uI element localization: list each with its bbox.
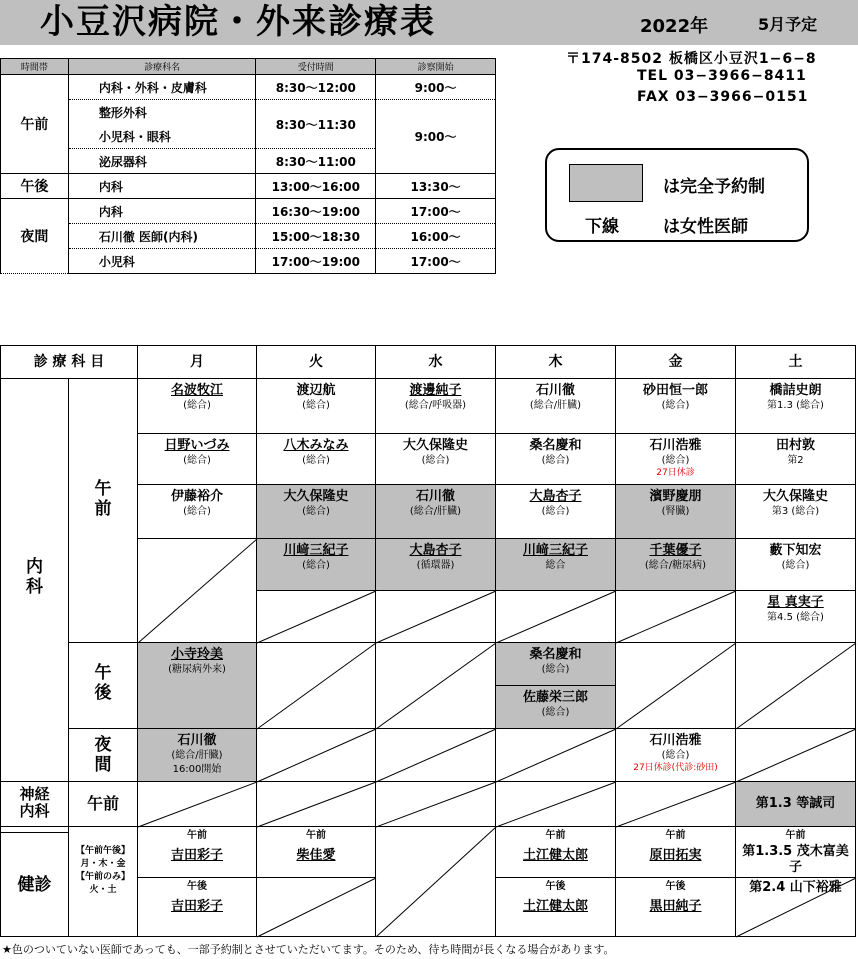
am-slot — [615, 433, 736, 485]
doctor-specialty: (総合/肝臓) — [529, 400, 582, 411]
hours-reception: 8:30〜11:30 — [256, 100, 376, 149]
doctor-specialty: (総合/糖尿病) — [644, 560, 707, 571]
night-slot — [375, 728, 496, 782]
doctor-absence-note: 27日休診 — [656, 468, 695, 478]
doctor-name: 千葉優子 — [649, 543, 702, 558]
checkup-time-label: 午前 — [545, 830, 566, 841]
empty-slot-slash — [496, 782, 616, 827]
am-slot — [137, 538, 257, 643]
hours-dept: 泌尿器科 — [68, 149, 256, 174]
postal-address: 〒174-8502 板橋区小豆沢1−6−8 — [566, 51, 817, 67]
neuro-slot — [735, 781, 856, 827]
doctor-name: 黒田純子 — [649, 899, 702, 914]
hours-start: 17:00〜 — [376, 199, 496, 224]
hours-dept: 内科・外科・皮膚科 — [68, 75, 256, 100]
empty-slot-slash — [376, 643, 496, 729]
doctor-name: 濱野慶朋 — [649, 489, 702, 504]
am-slot — [256, 538, 376, 591]
night-label-cell — [68, 728, 138, 782]
empty-slot-slash — [496, 729, 616, 782]
hours-reception: 8:30〜12:00 — [256, 75, 376, 100]
pm-slot — [375, 642, 496, 729]
neuro-slot — [137, 781, 257, 827]
doctor-name: 第1.3.5 茂木富美子 — [742, 844, 849, 875]
col-header-dept: 診療科名 — [68, 59, 256, 75]
am-slot — [615, 590, 736, 643]
empty-slot-slash — [376, 782, 496, 827]
empty-slot-slash — [616, 591, 736, 643]
checkup-note-line: 【午前のみ】 — [75, 872, 130, 882]
pm-slot — [495, 685, 616, 729]
empty-slot-slash — [376, 729, 496, 782]
checkup-pm-slot — [615, 877, 736, 937]
doctor-specialty: (総合) — [541, 506, 570, 517]
empty-slot-slash — [376, 591, 496, 643]
doctor-name: 石川浩雅 — [649, 733, 702, 748]
naika-label-cell — [0, 378, 69, 833]
doctor-specialty: 第4.5 (総合) — [767, 612, 824, 623]
am-slot — [495, 484, 616, 539]
day-header-0 — [137, 345, 257, 379]
doctor-name: 川﨑三紀子 — [283, 543, 349, 558]
empty-slot-slash — [138, 539, 257, 643]
legend-reserved-text: は完全予約制 — [663, 177, 765, 197]
empty-slot-slash — [616, 782, 736, 827]
doctor-name: 吉田彩子 — [170, 899, 223, 914]
reception-hours-table — [0, 58, 496, 274]
checkup-am-slot — [495, 826, 616, 878]
doctor-specialty: (総合) — [541, 664, 570, 675]
hours-pm: 午後 — [1, 174, 69, 199]
doctor-name: 石川徹 — [415, 489, 455, 504]
empty-slot-slash — [376, 827, 496, 937]
day-header-3 — [495, 345, 616, 379]
am-slot — [256, 484, 376, 539]
doctor-name: 桑名慶和 — [529, 647, 582, 662]
doctor-name: 柴佳愛 — [296, 848, 336, 863]
neuro-label-cell — [0, 781, 69, 827]
doctor-name: 土江健太郎 — [522, 848, 588, 863]
doctor-name: 渡辺航 — [296, 383, 336, 398]
checkup-time-label: 午後 — [545, 881, 566, 892]
checkup-note-cell — [68, 826, 138, 937]
checkup-am-slot — [137, 826, 257, 878]
legend-female-text: は女性医師 — [663, 217, 748, 237]
doctor-specialty: (腎臓) — [661, 506, 690, 517]
doctor-name: 佐藤栄三郎 — [522, 690, 588, 705]
am-slot — [495, 378, 616, 434]
col-header-timeslot: 時間帯 — [1, 59, 69, 75]
doctor-specialty: (総合) — [541, 707, 570, 718]
doctor-name: 橋詰史朗 — [769, 383, 822, 398]
doctor-specialty: (総合/呼吸器) — [404, 400, 467, 411]
doctor-name: 名波牧江 — [170, 383, 223, 398]
day-header-5 — [735, 345, 856, 379]
am-slot — [615, 538, 736, 591]
am-slot — [137, 378, 257, 434]
am-slot — [615, 484, 736, 539]
hours-reception: 13:00〜16:00 — [256, 174, 376, 199]
hours-am: 午前 — [1, 75, 69, 174]
hours-reception: 8:30〜11:00 — [256, 149, 376, 174]
doctor-specialty: (総合) — [661, 750, 690, 761]
fax-number: FAX 03−3966−0151 — [637, 89, 809, 105]
checkup-time-label: 午前 — [187, 830, 207, 841]
doctor-specialty: (総合) — [183, 455, 211, 466]
legend-box — [545, 148, 809, 242]
checkup-note-line: 月・木・金 — [80, 859, 126, 869]
doctor-name: 大久保隆史 — [762, 489, 828, 504]
pm-slot — [735, 642, 856, 729]
doctor-specialty: (総合) — [302, 400, 330, 411]
checkup-pm-slot — [735, 877, 856, 937]
am-slot — [137, 433, 257, 485]
am-label: 午前 — [94, 479, 112, 519]
doctor-name: 原田拓実 — [649, 848, 702, 863]
doctor-specialty: (総合/肝臓) — [409, 506, 462, 517]
hours-reception: 17:00〜19:00 — [256, 249, 376, 274]
doctor-name: 土江健太郎 — [522, 899, 588, 914]
empty-slot-slash — [257, 782, 376, 827]
doctor-specialty: (循環器) — [416, 560, 455, 571]
day-header-label: 水 — [428, 354, 443, 370]
night-slot — [495, 728, 616, 782]
hours-dept: 小児科 — [68, 249, 256, 274]
empty-slot-slash — [257, 591, 376, 643]
doctor-name: 桑名慶和 — [529, 438, 582, 453]
checkup-note-line: 火・土 — [89, 885, 117, 895]
checkup-time-label: 午前 — [785, 830, 806, 841]
checkup-time-label: 午前 — [306, 830, 326, 841]
checkup-time-label: 午後 — [665, 881, 686, 892]
hours-dept: 内科 — [68, 174, 256, 199]
doctor-name: 大久保隆史 — [283, 489, 349, 504]
neuro-slot — [375, 781, 496, 827]
day-header-label: 木 — [548, 354, 563, 370]
neuro-slot — [495, 781, 616, 827]
doctor-name: 八木みなみ — [283, 438, 349, 453]
am-slot — [375, 378, 496, 434]
hours-start: 9:00〜 — [376, 75, 496, 100]
empty-slot-slash — [496, 591, 616, 643]
doctor-specialty: 総合 — [545, 560, 566, 571]
doctor-name: 大島杏子 — [529, 489, 582, 504]
night-slot — [137, 728, 257, 782]
hours-reception: 15:00〜18:30 — [256, 224, 376, 249]
am-slot — [495, 433, 616, 485]
doctor-specialty: (総合) — [661, 455, 690, 466]
am-slot — [137, 484, 257, 539]
doctor-specialty: (総合) — [183, 506, 211, 517]
empty-slot-slash — [257, 729, 376, 782]
night-slot — [735, 728, 856, 782]
hours-dept: 整形外科 — [68, 100, 256, 125]
hours-start: 13:30〜 — [376, 174, 496, 199]
doctor-specialty: (総合) — [421, 455, 450, 466]
am-slot — [375, 433, 496, 485]
legend-gray-swatch — [569, 164, 643, 202]
doctor-specialty: (総合) — [302, 506, 330, 517]
hours-start: 17:00〜 — [376, 249, 496, 274]
am-slot — [615, 378, 736, 434]
day-header-label: 金 — [668, 354, 683, 370]
legend-underline-word: 下線 — [585, 217, 619, 237]
day-header-2 — [375, 345, 496, 379]
am-slot — [256, 433, 376, 485]
checkup-am-slot — [615, 826, 736, 878]
doctor-name: 石川浩雅 — [649, 438, 702, 453]
doctor-specialty: (総合) — [781, 560, 810, 571]
hours-night: 夜間 — [1, 199, 69, 274]
doctor-specialty: (総合) — [302, 560, 330, 571]
hours-reception: 16:30〜19:00 — [256, 199, 376, 224]
night-label: 夜間 — [94, 735, 112, 775]
am-slot — [735, 433, 856, 485]
doctor-name: 渡邊純子 — [409, 383, 462, 398]
checkup-time-label: 午前 — [665, 830, 686, 841]
checkup-slot — [375, 826, 496, 937]
pm-label: 午後 — [94, 663, 112, 703]
doctor-specialty: (総合) — [541, 455, 570, 466]
doctor-name: 吉田彩子 — [170, 848, 223, 863]
neuro-am-label: 午前 — [86, 794, 119, 813]
am-slot — [256, 590, 376, 643]
am-slot — [495, 590, 616, 643]
pm-slot — [615, 642, 736, 729]
night-slot — [256, 728, 376, 782]
neuro-slot — [615, 781, 736, 827]
pm-slot — [137, 642, 257, 729]
doctor-name: 日野いづみ — [164, 438, 230, 453]
day-header-label: 土 — [788, 354, 803, 370]
doctor-name: 石川徹 — [177, 733, 217, 748]
doctor-specialty: (総合) — [302, 455, 330, 466]
footer-note: ★色のついていない医師であっても、一部予約制とさせていただいてます。そのため、待ち時間が長くなる場合があります。 — [2, 943, 615, 956]
doctor-name: 大島杏子 — [409, 543, 462, 558]
doctor-specialty: (総合/肝臓) — [171, 750, 223, 761]
checkup-pm-slot — [256, 877, 376, 937]
empty-slot-slash — [736, 729, 856, 782]
am-slot — [735, 538, 856, 591]
day-header-label: 月 — [190, 354, 204, 370]
doctor-absence-note: 27日休診(代診:砂田) — [633, 763, 718, 773]
doctor-name: 田村敦 — [775, 438, 815, 453]
am-slot — [375, 538, 496, 591]
am-slot — [735, 590, 856, 643]
checkup-label-cell — [0, 826, 69, 937]
doctor-specialty: (総合) — [661, 400, 690, 411]
doctor-specialty: 第2 — [787, 455, 804, 466]
checkup-label: 健診 — [17, 875, 52, 895]
doctor-specialty: (総合) — [183, 400, 211, 411]
neuro-am-cell — [68, 781, 138, 827]
naika-label: 内科 — [26, 557, 43, 597]
hours-dept: 小児科・眼科 — [68, 124, 256, 149]
night-slot — [615, 728, 736, 782]
doctor-name: 砂田恒一郎 — [642, 383, 708, 398]
day-header-4 — [615, 345, 736, 379]
doctor-name: 藪下知宏 — [769, 543, 822, 558]
am-slot — [495, 538, 616, 591]
doctor-name: 小寺玲美 — [170, 647, 223, 662]
doctor-name: 大久保隆史 — [402, 438, 468, 453]
hours-dept: 内科 — [68, 199, 256, 224]
am-slot — [375, 590, 496, 643]
am-slot — [735, 378, 856, 434]
dept-header-cell — [0, 345, 138, 379]
doctor-specialty: 第3 (総合) — [771, 506, 820, 517]
doctor-name: 第2.4 山下裕雅 — [749, 880, 842, 895]
empty-slot-slash — [257, 878, 376, 937]
doctor-name: 川﨑三紀子 — [522, 543, 588, 558]
neuro-label: 神経内科 — [19, 785, 50, 820]
am-slot — [735, 484, 856, 539]
empty-slot-slash — [736, 643, 856, 729]
page-title: 小豆沢病院・外来診療表 — [40, 2, 436, 42]
pm-slot — [256, 642, 376, 729]
dept-header-label: 診 療 科 目 — [33, 354, 105, 370]
doctor-name: 星 真実子 — [767, 595, 824, 610]
doctor-name: 石川徹 — [535, 383, 575, 398]
empty-slot-slash — [257, 643, 376, 729]
doctor-name: 伊藤裕介 — [170, 489, 223, 504]
day-header-label: 火 — [309, 354, 323, 370]
checkup-pm-slot — [495, 877, 616, 937]
doctor-name: 第1.3 等誠司 — [755, 796, 836, 811]
pm-slot — [495, 642, 616, 686]
empty-slot-slash — [616, 643, 736, 729]
am-slot — [375, 484, 496, 539]
pm-label-cell — [68, 642, 138, 729]
tel-number: TEL 03−3966−8411 — [637, 68, 807, 84]
hours-start: 9:00〜 — [376, 100, 496, 174]
empty-slot-slash — [736, 878, 856, 937]
doctor-start-time: 16:00開始 — [172, 764, 222, 775]
am-label-cell — [68, 378, 138, 643]
hours-dept: 石川徹 医師(内科) — [68, 224, 256, 249]
checkup-pm-slot — [137, 877, 257, 937]
hours-start: 16:00〜 — [376, 224, 496, 249]
year-label: 2022年 — [640, 16, 709, 37]
day-header-1 — [256, 345, 376, 379]
am-slot — [256, 378, 376, 434]
col-header-start: 診察開始 — [376, 59, 496, 75]
checkup-am-slot — [735, 826, 856, 895]
checkup-am-slot — [256, 826, 376, 878]
checkup-note-line: 【午前午後】 — [75, 846, 130, 856]
empty-slot-slash — [138, 782, 257, 827]
neuro-slot — [256, 781, 376, 827]
month-label: 5月予定 — [758, 15, 818, 34]
checkup-time-label: 午後 — [187, 881, 207, 892]
doctor-specialty: (糖尿病外来) — [168, 664, 226, 675]
col-header-reception: 受付時間 — [256, 59, 376, 75]
doctor-specialty: 第1.3 (総合) — [767, 400, 824, 411]
